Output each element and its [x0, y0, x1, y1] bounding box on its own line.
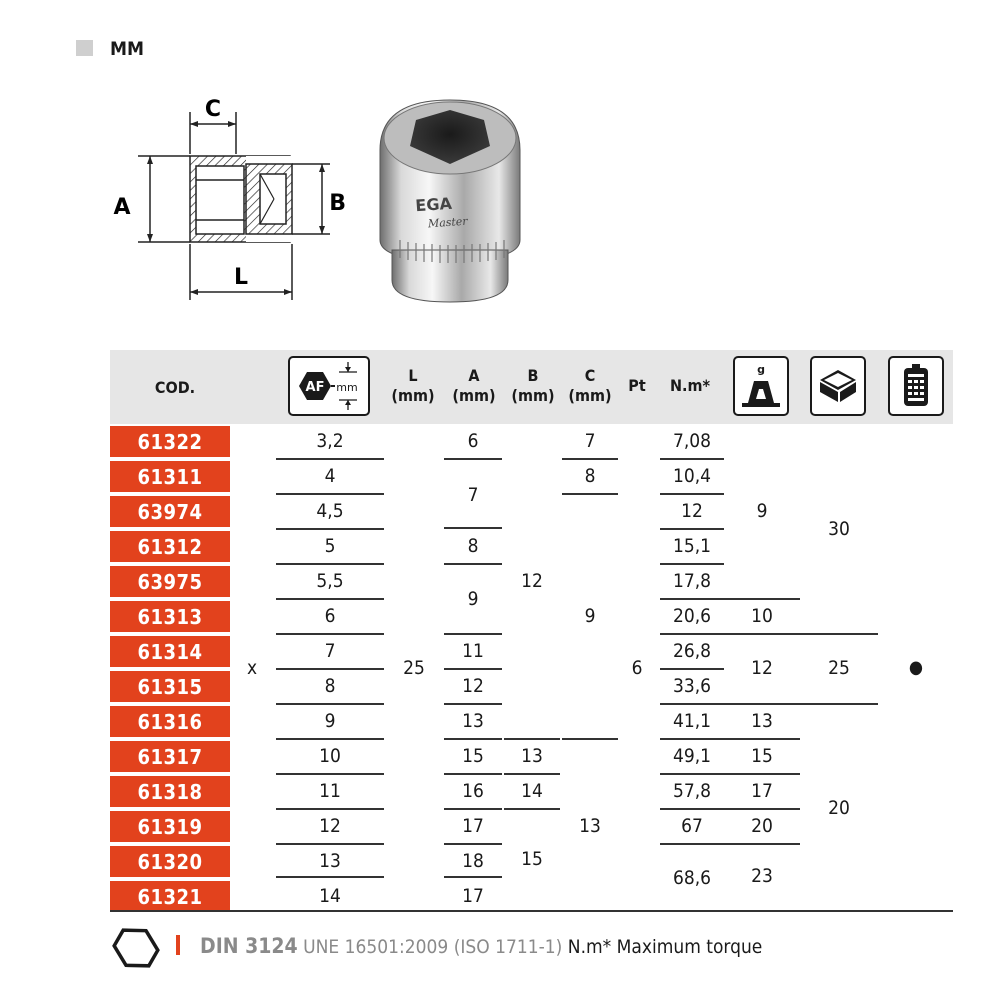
a-value: 17 [462, 815, 484, 837]
c-value: 7 [584, 430, 596, 452]
section-marker [76, 40, 93, 56]
header-l-unit: (mm) [391, 386, 435, 405]
square-drive-mark: x [246, 657, 258, 679]
photo-brand: EGA [414, 193, 453, 216]
row-divider [444, 563, 502, 565]
row-divider [660, 773, 724, 775]
a-value: 15 [462, 745, 484, 767]
dimension-label-b: B [329, 191, 346, 216]
torque-value: 15,1 [672, 535, 712, 557]
box-qty-value: 25 [828, 657, 850, 679]
footer-une: UNE 16501:2009 (ISO 1711-1) [303, 936, 563, 958]
weight-unit-text: g [757, 363, 765, 376]
footer-standards [200, 933, 762, 960]
torque-value: 12 [681, 500, 703, 522]
pt-value: 6 [631, 657, 643, 679]
weight-value: 15 [751, 745, 773, 767]
row-divider [800, 633, 878, 635]
row-divider [444, 738, 502, 740]
header-cod: COD. [154, 378, 196, 397]
a-value: 18 [462, 850, 484, 872]
row-divider [724, 598, 800, 600]
row-divider [724, 738, 800, 740]
torque-value: 26,8 [672, 640, 712, 662]
af-badge-text: AF [305, 380, 325, 395]
code-cell: 61313 [110, 601, 230, 632]
display-available-dot: ● [908, 657, 924, 678]
header-c [563, 366, 617, 406]
b-value: 12 [521, 570, 543, 592]
header-weight-box [733, 356, 789, 416]
header-display [888, 356, 944, 416]
code-cell: 61322 [110, 426, 230, 457]
af-value: 6 [324, 605, 336, 627]
weight-value: 12 [751, 657, 773, 679]
torque-value: 10,4 [672, 465, 712, 487]
row-divider [724, 843, 800, 845]
b-value: 15 [521, 848, 543, 870]
torque-value: 7,08 [672, 430, 712, 452]
code-cell: 61314 [110, 636, 230, 667]
row-divider [800, 703, 878, 705]
header-box-qty [810, 356, 866, 416]
weight-value: 20 [751, 815, 773, 837]
row-divider [562, 493, 618, 495]
footer-din: DIN 3124 [200, 934, 298, 958]
l-value: 25 [403, 657, 425, 679]
row-divider [562, 738, 618, 740]
af-value: 10 [319, 745, 341, 767]
af-unit-text: mm [336, 381, 358, 394]
row-divider [276, 703, 384, 705]
row-divider [276, 528, 384, 530]
row-divider [660, 493, 724, 495]
torque-value: 41,1 [672, 710, 712, 732]
row-divider [660, 598, 724, 600]
af-value: 3,2 [316, 430, 344, 452]
af-value: 13 [319, 850, 341, 872]
row-divider [444, 703, 502, 705]
row-divider [444, 808, 502, 810]
row-divider [504, 738, 560, 740]
torque-value: 33,6 [672, 675, 712, 697]
header-nm: N.m* [669, 376, 711, 395]
af-value: 5 [324, 535, 336, 557]
header-a-unit: (mm) [452, 386, 496, 405]
row-divider [276, 563, 384, 565]
torque-value: 20,6 [672, 605, 712, 627]
code-cell: 61315 [110, 671, 230, 702]
row-divider [660, 808, 724, 810]
header-c-label: C [584, 366, 596, 385]
row-divider [660, 668, 724, 670]
row-divider [444, 843, 502, 845]
a-value: 16 [462, 780, 484, 802]
b-value: 13 [521, 745, 543, 767]
row-divider [660, 633, 724, 635]
a-value: 13 [462, 710, 484, 732]
code-cell: 61317 [110, 741, 230, 772]
code-cell: 63975 [110, 566, 230, 597]
row-divider [444, 876, 502, 878]
code-cell: 61321 [110, 881, 230, 912]
af-value: 9 [324, 710, 336, 732]
torque-value: 57,8 [672, 780, 712, 802]
code-cell: 61320 [110, 846, 230, 877]
box-qty-value: 20 [828, 797, 850, 819]
row-divider [444, 773, 502, 775]
code-cell: 61311 [110, 461, 230, 492]
header-b [506, 366, 560, 406]
code-cell: 63974 [110, 496, 230, 527]
row-divider [276, 738, 384, 740]
row-divider [504, 808, 560, 810]
photo-brand-sub: Master [427, 214, 468, 231]
row-divider [276, 633, 384, 635]
c-value: 13 [579, 815, 601, 837]
torque-value: 68,6 [672, 867, 712, 889]
code-cell: 61312 [110, 531, 230, 562]
row-divider [660, 703, 724, 705]
row-divider [724, 808, 800, 810]
b-value: 14 [521, 780, 543, 802]
socket-dimension-drawing [108, 94, 348, 314]
af-value: 5,5 [316, 570, 344, 592]
af-value: 12 [319, 815, 341, 837]
row-divider [276, 843, 384, 845]
row-divider [276, 458, 384, 460]
code-cell: 61319 [110, 811, 230, 842]
header-a-label: A [468, 366, 480, 385]
header-pt: Pt [628, 376, 646, 395]
af-value: 14 [319, 885, 341, 907]
a-value: 7 [467, 484, 479, 506]
header-l [388, 366, 438, 406]
a-value: 11 [462, 640, 484, 662]
a-value: 12 [462, 675, 484, 697]
row-divider [724, 773, 800, 775]
row-divider [276, 668, 384, 670]
socket-product-image [370, 90, 540, 310]
hexagon-icon [110, 925, 162, 971]
torque-value: 17,8 [672, 570, 712, 592]
torque-value: 67 [681, 815, 703, 837]
box-icon [814, 364, 862, 408]
header-b-unit: (mm) [511, 386, 555, 405]
weight-value: 23 [751, 865, 773, 887]
row-divider [504, 773, 560, 775]
row-divider [276, 808, 384, 810]
a-value: 17 [462, 885, 484, 907]
weight-icon [738, 361, 784, 411]
header-c-unit: (mm) [568, 386, 612, 405]
row-divider [276, 876, 384, 878]
row-divider [276, 598, 384, 600]
a-value: 8 [467, 535, 479, 557]
row-divider [660, 738, 724, 740]
a-value: 6 [467, 430, 479, 452]
row-divider [276, 773, 384, 775]
weight-value: 10 [751, 605, 773, 627]
footer-torque-note: N.m* Maximum torque [567, 936, 763, 958]
footer-separator [176, 935, 180, 955]
af-value: 8 [324, 675, 336, 697]
row-divider [444, 633, 502, 635]
dimension-label-a: A [113, 195, 131, 220]
row-divider [276, 493, 384, 495]
row-divider [724, 703, 800, 705]
row-divider [660, 563, 724, 565]
code-cell: 61316 [110, 706, 230, 737]
af-value: 4,5 [316, 500, 344, 522]
row-divider [660, 843, 724, 845]
section-title: MM [110, 38, 145, 60]
row-divider [444, 458, 502, 460]
af-value: 7 [324, 640, 336, 662]
row-divider [724, 633, 800, 635]
box-qty-value: 30 [828, 518, 850, 540]
row-divider [660, 528, 724, 530]
a-value: 9 [467, 588, 479, 610]
c-value: 8 [584, 465, 596, 487]
header-b-label: B [527, 366, 539, 385]
row-divider [444, 527, 502, 529]
af-size-icon [291, 358, 367, 414]
row-divider [444, 668, 502, 670]
header-a [447, 366, 501, 406]
weight-value: 17 [751, 780, 773, 802]
af-value: 11 [319, 780, 341, 802]
row-divider [660, 458, 724, 460]
row-divider [562, 458, 618, 460]
torque-value: 49,1 [672, 745, 712, 767]
display-rack-icon [898, 362, 934, 410]
code-cell: 61318 [110, 776, 230, 807]
weight-value: 9 [756, 500, 768, 522]
c-value: 9 [584, 605, 596, 627]
table-bottom-rule [110, 910, 953, 912]
header-l-label: L [408, 366, 418, 385]
dimension-label-c: C [204, 97, 222, 122]
af-value: 4 [324, 465, 336, 487]
dimension-label-l: L [233, 265, 249, 290]
header-af-box [288, 356, 370, 416]
weight-value: 13 [751, 710, 773, 732]
